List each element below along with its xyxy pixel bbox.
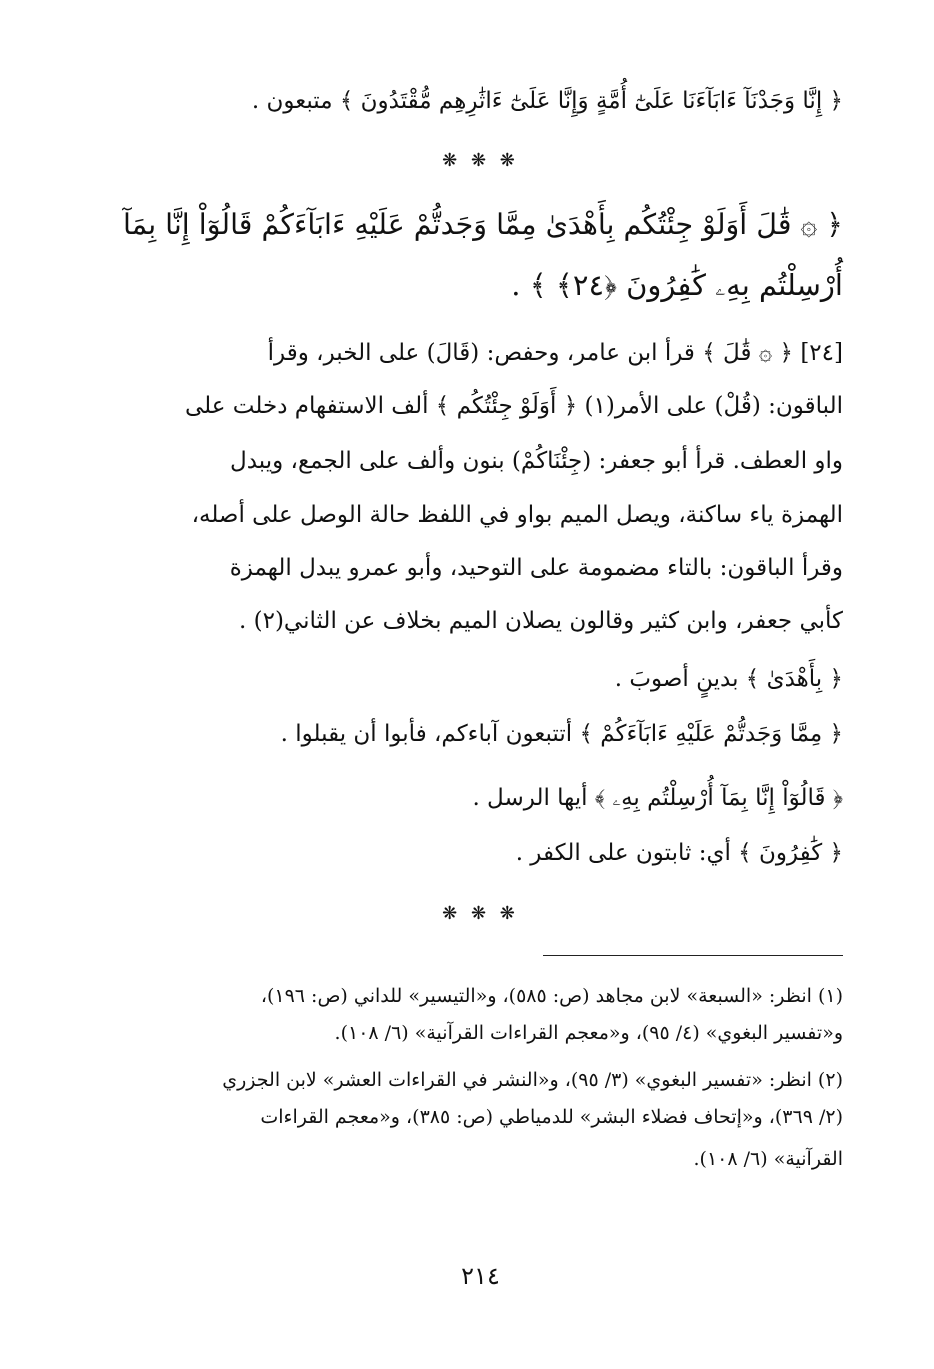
commentary-line: وقرأ الباقون: بالتاء مضمومة على التوحيد، وأبو عمرو يبدل الهمزة <box>229 555 843 581</box>
gloss-line: ﴿ بِأَهْدَىٰ ﴾ بدينٍ أصوبَ . <box>614 666 843 692</box>
footnote-line: و«تفسير البغوي» (٤/ ٩٥)، و«معجم القراءات القرآنية» (٦/ ١٠٨). <box>334 1022 843 1044</box>
footnote-line: (٢/ ٣٦٩)، و«إتحاف فضلاء البشر» للدمياطي (ص: ٣٨٥)، و«معجم القراءات <box>260 1106 843 1128</box>
section-separator-stars: ❋ ❋ ❋ <box>442 903 519 924</box>
page <box>118 0 843 1369</box>
commentary-line: الهمزة ياء ساكنة، ويصل الميم بواو في اللفظ حالة الوصل على أصله، <box>191 502 843 528</box>
footnote-line: (١) انظر: «السبعة» لابن مجاهد (ص: ٥٨٥)، و«التيسير» للداني (ص: ١٩٦)، <box>260 985 843 1007</box>
gloss-line: ﴿ مِمَّا وَجَدتُّمْ عَلَيْهِ ءَابَآءَكُمْ ﴾ أتتبعون آباءكم، فأبوا أن يقبلوا . <box>280 721 843 747</box>
footnote-line: (٢) انظر: «تفسير البغوي» (٣/ ٩٥)، و«النشر في القراءات العشر» لابن الجزري <box>222 1069 843 1091</box>
section-separator-stars: ❋ ❋ ❋ <box>442 150 519 171</box>
gloss-line: ﴿ قَالُوٓاْ إِنَّا بِمَآ أُرْسِلْتُم بِهِۦ ﴾ أيها الرسل . <box>472 785 843 811</box>
footnote-separator <box>543 955 843 956</box>
gloss-line: ﴿ كَٰفِرُونَ ﴾ أي: ثابتون على الكفر . <box>515 840 843 866</box>
page-number: ٢١٤ <box>461 1262 500 1290</box>
commentary-line: [٢٤] ﴿ ۞ قَٰلَ ﴾ قرأ ابن عامر، وحفص: (قَالَ) على الخبر، وقرأ <box>267 340 843 366</box>
quran-verse-line: ﴿ ۞ قَٰلَ أَوَلَوْ جِئْتُكُم بِأَهْدَىٰ مِمَّا وَجَدتُّمْ عَلَيْهِ ءَابَآءَكُمْ قَالُوٓاْ إِنَّا بِمَآ <box>123 208 843 241</box>
commentary-line: واو العطف. قرأ أبو جعفر: (جِئْنَاكُمْ) بنون وألف على الجمع، ويبدل <box>229 448 843 474</box>
quran-verse-line: ﴿ إِنَّا وَجَدْنَآ ءَابَآءَنَا عَلَىٰٓ أُمَّةٍ وَإِنَّا عَلَىٰٓ ءَاثَٰرِهِم مُّقْتَدُونَ ﴾ متبعون . <box>251 88 843 114</box>
footnote-line: القرآنية» (٦/ ١٠٨). <box>693 1148 843 1170</box>
commentary-line: كأبي جعفر، وابن كثير وقالون يصلان الميم بخلاف عن الثاني(٢) . <box>238 608 843 634</box>
commentary-line: الباقون: (قُلْ) على الأمر(١) ﴿ أَوَلَوْ جِئْتُكُم ﴾ ألف الاستفهام دخلت على <box>184 393 843 419</box>
quran-verse-line: أُرْسِلْتُم بِهِۦ كَٰفِرُونَ ﴿٢٤﴾ ﴾ . <box>511 268 843 302</box>
